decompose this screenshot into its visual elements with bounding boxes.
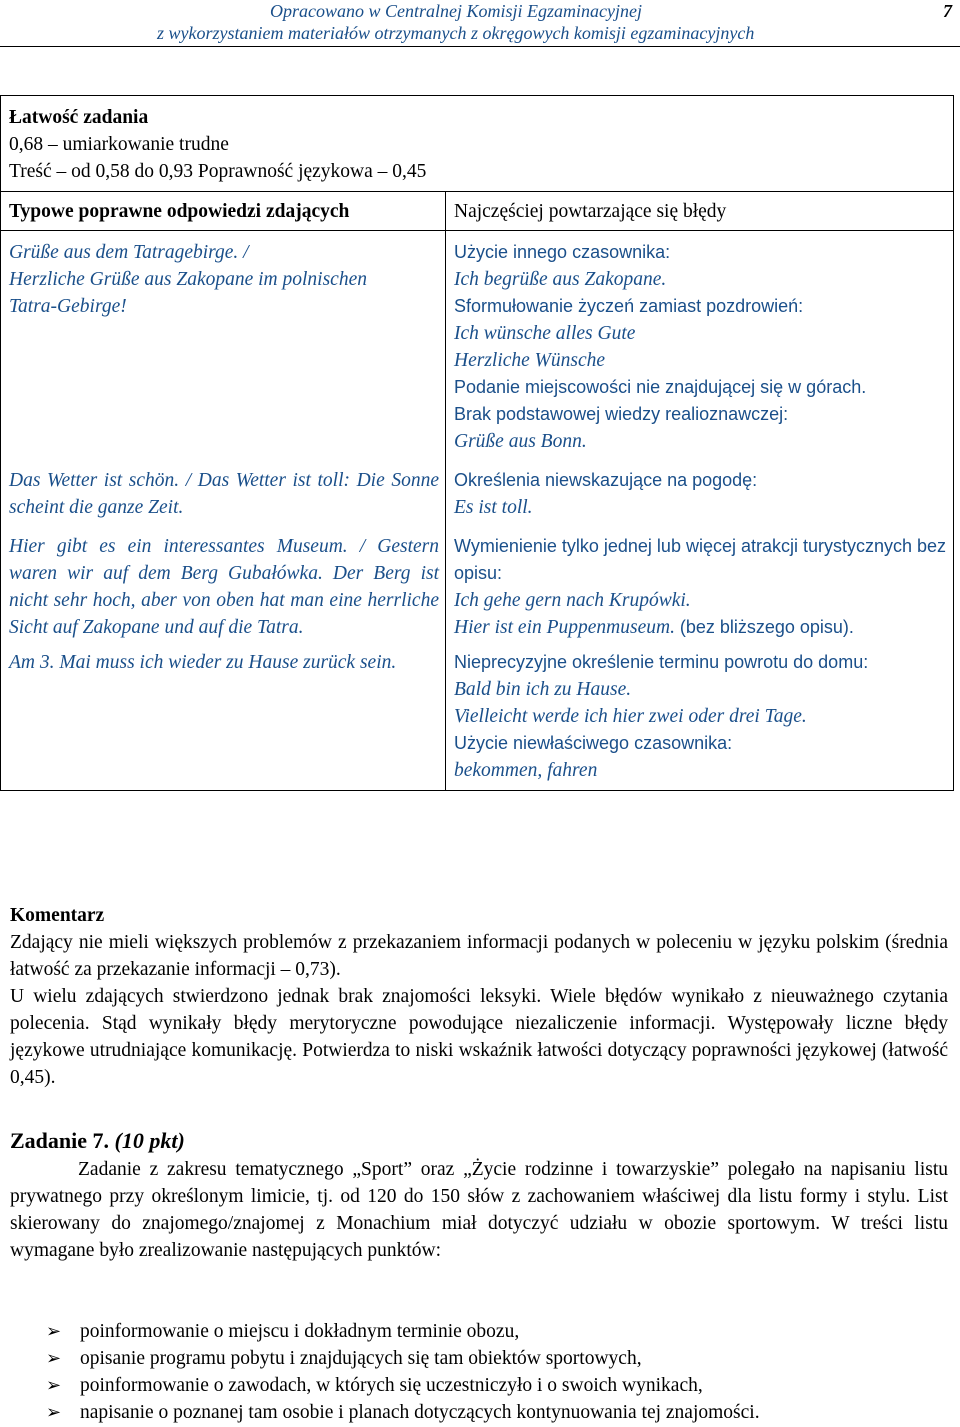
latwosc-title: Łatwość zadania xyxy=(9,107,149,128)
col2-header: Najczęściej powtarzające się błędy xyxy=(446,192,954,231)
latwosc-section xyxy=(1,96,953,192)
zadanie7-bullet-list xyxy=(46,1318,760,1426)
row1-left-3: Tatra-Gebirge! xyxy=(9,296,127,317)
list-item: ➢ opisanie programu pobytu i znajdujących się tam obiektów sportowych, xyxy=(46,1345,760,1372)
komentarz-paragraph-1: Zdający nie mieli większych problemów z przekazaniem informacji podanych w poleceniu w języku polskim (średnia łatwość za przekazanie informacji – 0,73). xyxy=(10,932,948,980)
table-row xyxy=(1,231,953,456)
latwosc-line-2: Treść – od 0,58 do 0,93 Poprawność językowa – 0,45 xyxy=(9,161,427,182)
latwosc-table xyxy=(0,95,954,791)
row1-right-e: Herzliche Wünsche xyxy=(454,350,606,371)
row2-right-b: Es ist toll. xyxy=(454,497,533,518)
zadanie7-text: Zadanie z zakresu tematycznego „Sport” oraz „Życie rodzinne i towarzyskie” polegało na napisaniu listu prywatnego przy określonym limicie, tj. od 120 do 150 słów z zachowaniem właściwej dla listu formy i stylu. List skierowany do znajomego/znajomej z Monachium miał dotyczyć udziału w obozie sportowym. W treści listu wymagane było zrealizowanie następujących punktów: xyxy=(10,1159,948,1261)
zadanie7-title: Zadanie 7. (10 pkt) xyxy=(10,1128,185,1153)
list-item: ➢ poinformowanie o zawodach, w których się uczestniczyło i o swoich wynikach, xyxy=(46,1372,760,1399)
list-item: ➢ napisanie o poznanej tam osobie i planach dotyczących kontynuowania tej znajomości. xyxy=(46,1399,760,1426)
header-line-2: z wykorzystaniem materiałów otrzymanych z okręgowych komisji egzaminacyjnych xyxy=(157,23,755,43)
zadanie7-section xyxy=(10,1128,948,1264)
row3-right-c: Hier ist ein Puppenmuseum. xyxy=(454,617,675,638)
zadanie7-points: (10 pkt) xyxy=(114,1128,185,1153)
row3-left: Hier gibt es ein interessantes Museum. / Gestern waren wir auf dem Berg Gubałówka. Der Berg ist nicht sehr hoch, aber von oben hat man eine herrliche Sicht auf Zakopane und auf die Tatra. xyxy=(1,533,446,641)
answers-table xyxy=(1,192,953,790)
komentarz-paragraph-2: U wielu zdających stwierdzono jednak brak znajomości leksyki. Wiele błędów wynikało z nieuważnego czytania polecenia. Stąd wynikały błędy merytoryczne powodujące niezaliczenie informacji. Występowały liczne błędy językowe utrudniające komunikację. Potwierdza to niski wskaźnik łatwości dotyczący poprawności językowej (łatwość 0,45). xyxy=(10,986,948,1088)
row1-right-c: Sformułowanie życzeń zamiast pozdrowień: xyxy=(454,296,804,316)
row4-right-a: Nieprecyzyjne określenie terminu powrotu do domu: xyxy=(454,652,869,672)
table-row xyxy=(1,467,953,521)
arrow-bullet-icon: ➢ xyxy=(46,1321,62,1342)
row1-right-d: Ich wünsche alles Gute xyxy=(454,323,636,344)
komentarz-title: Komentarz xyxy=(10,905,105,926)
row1-left-1: Grüße aus dem Tatragebirge. / xyxy=(9,242,249,263)
komentarz-section xyxy=(10,902,948,1091)
row1-right-a: Użycie innego czasownika: xyxy=(454,242,671,262)
row4-right-b: Bald bin ich zu Hause. xyxy=(454,679,632,700)
header-line-1: Opracowano w Centralnej Komisji Egzaminacyjnej xyxy=(270,1,642,21)
row1-right-h: Grüße aus Bonn. xyxy=(454,431,587,452)
row2-right-a: Określenia niewskazujące na pogodę: xyxy=(454,470,758,490)
arrow-bullet-icon: ➢ xyxy=(46,1348,62,1369)
page-number: 7 xyxy=(943,1,952,21)
row4-right-d: Użycie niewłaściwego czasownika: xyxy=(454,733,733,753)
arrow-bullet-icon: ➢ xyxy=(46,1402,62,1423)
col1-header: Typowe poprawne odpowiedzi zdających xyxy=(1,192,446,231)
row4-right-e: bekommen, fahren xyxy=(454,760,598,781)
row3-right-b: Ich gehe gern nach Krupówki. xyxy=(454,590,691,611)
latwosc-line-1: 0,68 – umiarkowanie trudne xyxy=(9,134,229,155)
row2-left: Das Wetter ist schön. / Das Wetter ist toll: Die Sonne scheint die ganze Zeit. xyxy=(1,467,446,521)
row4-right-c: Vielleicht werde ich hier zwei oder drei Tage. xyxy=(454,706,807,727)
table-row xyxy=(1,533,953,641)
row3-right-a: Wymienienie tylko jednej lub więcej atrakcji turystycznych bez opisu: xyxy=(454,536,947,583)
row3-right-d: (bez bliższego opisu). xyxy=(679,617,854,637)
row4-left: Am 3. Mai muss ich wieder zu Hause zurück sein. xyxy=(1,641,446,790)
table-row xyxy=(1,641,953,790)
row1-right-b: Ich begrüße aus Zakopane. xyxy=(454,269,667,290)
page-header xyxy=(0,0,960,47)
row1-left-2: Herzliche Grüße aus Zakopane im polnischen xyxy=(9,269,367,290)
arrow-bullet-icon: ➢ xyxy=(46,1375,62,1396)
table-header-row xyxy=(1,192,953,231)
row1-right-g: Brak podstawowej wiedzy realioznawczej: xyxy=(454,404,789,424)
row1-right-f: Podanie miejscowości nie znajdującej się w górach. xyxy=(454,377,867,397)
list-item: ➢ poinformowanie o miejscu i dokładnym terminie obozu, xyxy=(46,1318,760,1345)
